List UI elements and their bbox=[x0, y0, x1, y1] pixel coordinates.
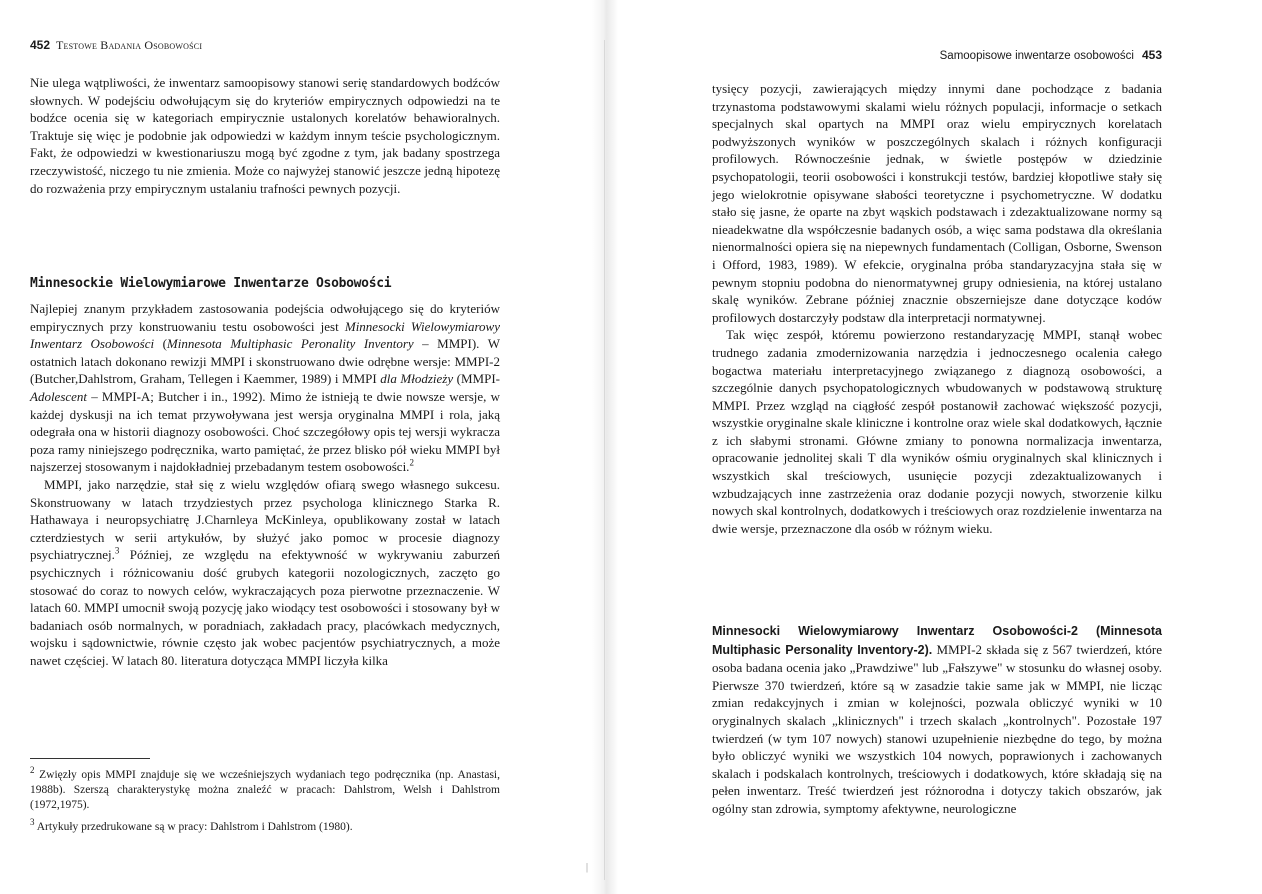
left-page-number: 452 bbox=[30, 38, 51, 52]
footnote-rule bbox=[30, 758, 150, 759]
left-running-head bbox=[30, 38, 202, 53]
text-run: Później, ze względu na efektywność w wykrywaniu zaburzeń psychicznych i różnicowaniu dość grubych kategorii nozologicznych, zaczęto go stosować do coraz to nowych celów, wykraczających poza pierwotne przeznaczenie. W latach 60. MMPI umocnił swoją pozycję jako wiodący test osobowości i stosowany był w badaniach osób normalnych, w poradniach, zakładach pracy, placówkach medycznych, wojsku i sądownictwie, równie często jak wobec pacjentów psychiatrycznych, a może nawet częściej. W latach 80. literatura dotycząca MMPI liczyła kilka bbox=[30, 547, 500, 668]
italic-adolescent: Adolescent bbox=[30, 388, 88, 404]
section-heading: Minnesockie Wielowymiarowe Inwentarze Osobowości bbox=[30, 276, 392, 291]
left-section-text bbox=[30, 300, 500, 669]
left-running-title: Testowe Badania Osobowości bbox=[56, 38, 203, 52]
left-paragraph: Nie ulega wątpliwości, że inwentarz samoopisowy stanowi serię standardowych bodźców słownych. W podejściu odwołującym się do kryteriów empirycznych odpowiedzi na te bodźce ocenia się w kategoriach empirycznie ustalonych korelatów behawioralnych. Traktuje się więc je podobnie jak odpowiedzi w każdym innym teście psychologicznym. Fakt, że odpowiedzi w kwestionariuszu mogą być zgodne z tym, jak badany spostrzega rzeczywistość, niczego tu nie zmienia. Może co najwyżej stanowić jeszcze jedną hipotezę do rozważenia przy empirycznym ustalaniu trafności pewnych pozycji. bbox=[30, 75, 500, 196]
mmpi2-subheading: Minnesocki Wielowymiarowy Inwentarz Osobowości-2 (Minnesota Multiphasic Personality Inventory-2). bbox=[712, 624, 1162, 657]
left-paragraph-mmpi-intro bbox=[30, 300, 500, 476]
text-run: – MMPI-A; Butcher i in., 1992). Mimo że istnieją te dwie nowsze wersje, w każdej dyskusji na ich temat przywoływana jest wersja oryginalna MMPI i rola, jaką odegrała ona w historii diagnozy osobowości. Choć szczegółowy opis tej wersji wykracza poza ramy niniejszego podręcznika, warto pamiętać, że przez blisko pół wieku MMPI był najszerzej stosowanym i najdokładniej przebadanym testem osobowości. bbox=[30, 388, 500, 475]
book-gutter bbox=[592, 0, 618, 894]
text-run: ( bbox=[154, 336, 167, 352]
italic-title-pl: Minnesocki Wielowymiarowy Inwentarz Osobowości bbox=[30, 318, 500, 352]
footnote-mark: 2 bbox=[30, 765, 35, 776]
footnote-3 bbox=[30, 816, 500, 835]
right-paragraph-restandardization: Tak więc zespół, któremu powierzono restandaryzację MMPI, stanął wobec trudnego zadania zmodernizowania narzędzia i jednoczesnego ocalenia całego bogactwa materiału interpretacyjnego związanego z diagnozą osobowości, a szczególnie danych psychopatologicznych wbudowanych w podstawową strukturę MMPI. Przez wzgląd na ciągłość zespół postanowił zachować większość pozycji, wszystkie oryginalne skale kliniczne i kontrolne oraz wiele skal dodatkowych, łącznie z ich słabymi stronami. Główne zmiany to ponowna normalizacja inwentarza, opracowanie jednolitej skali T dla wyników ośmiu oryginalnych skal klinicznych i wszystkich skal treściowych, usunięcie pozycji zdezaktualizowanych i wzbudzających inne zastrzeżenia oraz dodanie pozycji nowych, stworzenie kilku nowych skal kontrolnych, dodatkowych i treściowych oraz rozdzielenie inwentarza na dwie wersje, przeznaczone dla osób w różnym wieku. bbox=[712, 327, 1162, 536]
right-lower-text bbox=[712, 622, 1162, 818]
spine-mark: | bbox=[586, 862, 589, 873]
right-running-head bbox=[940, 48, 1162, 63]
footnote-text: Zwięzły opis MMPI znajduje się we wcześniejszych wydaniach tego podręcznika (np. Anastasi, 1988b). Szerszą charakterystykę można znaleźć w pracach: Dahlstrom, Welsh i Dahlstrom (1972,1975). bbox=[30, 769, 500, 812]
right-upper-text bbox=[712, 80, 1162, 537]
left-intro-text bbox=[30, 74, 500, 197]
italic-title-youth: dla Młodzieży bbox=[380, 371, 454, 387]
text-run: (MMPI- bbox=[453, 371, 500, 387]
left-paragraph-mmpi-history bbox=[30, 476, 500, 670]
text-run: MMPI-2 składa się z 567 twierdzeń, które osoba badana ocenia jako „Prawdziwe" lub „Fałszywe" w stosunku do własnej osoby. Pierwsze 370 twierdzeń, które są w zasadzie takie same jak w MMPI, nie licząc zmian redakcyjnych i zmian w kolejności, pozwala obliczyć wyniki w 10 oryginalnych skalach „klinicznych" i trzech skalach „kontrolnych". Pozostałe 197 twierdzeń (w tym 107 nowych) stanowi uzupełnienie niezbędne do tego, by można było obliczyć wyniki we wszystkich 104 nowych, poprawionych i zachowanych skalach i podskalach kontrolnych, treściowych i dodatkowych, które składają się na pełen inwentarz. Treść twierdzeń jest różnorodna i dotyczy takich obszarów, jak ogólny stan zdrowia, symptomy afektywne, neurologiczne bbox=[712, 641, 1162, 816]
footnote-ref-3: 3 bbox=[114, 545, 120, 556]
gutter-fold-line bbox=[604, 40, 605, 880]
italic-title-en: Minnesota Multiphasic Peronality Inventory bbox=[166, 336, 414, 352]
footnote-2 bbox=[30, 765, 500, 814]
right-page-number: 453 bbox=[1141, 48, 1162, 62]
right-running-title: Samoopisowe inwentarze osobowości bbox=[939, 50, 1134, 62]
text-run: Najlepiej znanym przykładem zastosowania podejścia odwołującego się do kryteriów empirycznych przy konstruowaniu testu osobowości jest bbox=[30, 301, 500, 334]
text-run: MMPI, jako narzędzie, stał się z wielu względów ofiarą swego własnego sukcesu. Skonstruowany w latach trzydziestych przez psychologa klinicznego Starka R. Hathawaya i neuropsychiatrę J.Charnleya McKinleya, opublikowany został w latach czterdziestych w serii artykułów, by służyć jako pomoc w procesie diagnozy psychiatrycznej. bbox=[30, 476, 500, 563]
footnote-ref-2: 2 bbox=[409, 458, 414, 469]
text-run: – MMPI). W ostatnich latach dokonano rewizji MMPI i skonstruowano dwie odrębne wersje: MMPI-2 (Butcher,Dahlstrom, Graham, Tellegen i Kaemmer, 1989) i MMPI bbox=[30, 336, 500, 387]
right-paragraph-continuation: tysięcy pozycji, zawierających między innymi dane pochodzące z badania trzynastoma podstawowymi skalami wielu różnych populacji, informacje o setkach specjalnych skal opartych na MMPI oraz wielu empirycznych korelatach podwyższonych wyników w poszczególnych skalach i różnych konfiguracji profilowych. Równocześnie jednak, w świetle postępów w dziedzinie psychopatologii, teorii osobowości i konstrukcji testów, bardziej kłopotliwe stały się jego wielokrotnie opisywane słabości teoretyczne i psychometryczne. W dodatku stało się jasne, że oparte na zbyt wąskich podstawach i zdezaktualizowane normy są nieadekwatne dla współczesnie badanych osób, a więc sama podstawa dla określania nienormalności opiera się na niepewnych fundamentach (Colligan, Osborne, Swenson i Offord, 1983, 1989). W efekcie, oryginalna próba standaryzacyjna stała się w pewnym stopniu podobna do nienormatywnej grupy odniesienia, na której ustalano skalę wyników. Zebrane później znacznie obszerniejsze dane dotyczące kodów profilowych dostarczyły podstaw dla interpretacji normatywnej. bbox=[712, 81, 1162, 325]
footnote-text: Artykuły przedrukowane są w pracy: Dahlstrom i Dahlstrom (1980). bbox=[34, 820, 353, 833]
footnotes bbox=[30, 765, 500, 841]
right-paragraph-mmpi2 bbox=[712, 622, 1162, 818]
footnote-mark: 3 bbox=[30, 816, 35, 827]
